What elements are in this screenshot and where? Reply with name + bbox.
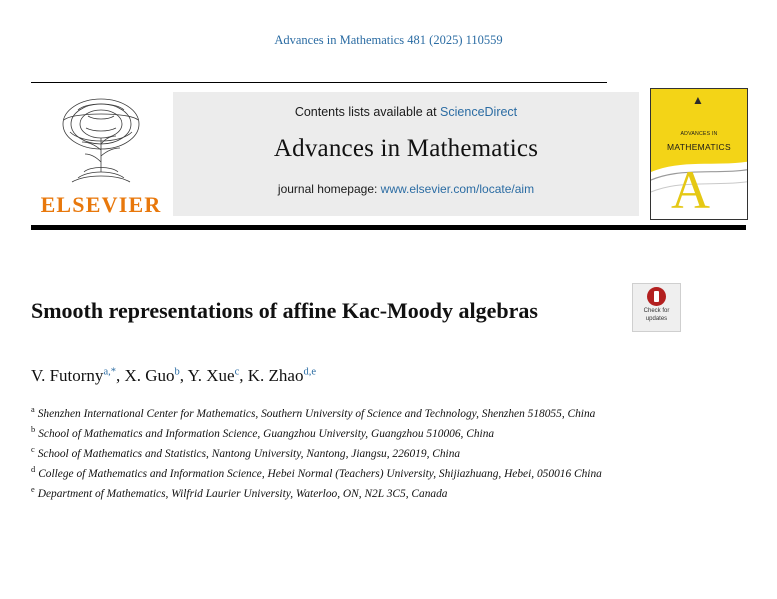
crossmark-line1: Check for	[643, 308, 670, 314]
affiliation-text: School of Mathematics and Information Science, Guangzhou University, Guangzhou 510006, China	[38, 427, 495, 440]
affiliation-mark: d	[31, 465, 36, 474]
author-list: V. Futorny$^{a,*}$, X. Guo$^b$, Y. Xue$^c$, K. Zhao$^{d,e}$	[31, 366, 317, 385]
journal-cover-thumbnail	[650, 88, 748, 220]
author-marks: a,*	[103, 366, 116, 378]
author-marks: c	[234, 366, 240, 378]
affiliation-text: School of Mathematics and Statistics, Nantong University, Nantong, Jiangsu, 226019, China	[37, 447, 461, 460]
cover-label	[651, 129, 747, 153]
affiliation-item	[31, 422, 606, 442]
contents-prefix: Contents lists available at	[294, 105, 441, 119]
running-head: Advances in Mathematics 481 (2025) 110559	[274, 33, 503, 47]
cover-emblem-icon: ▲	[692, 93, 704, 107]
author-name: Y. Xue	[187, 366, 235, 385]
affiliation-mark: c	[31, 445, 35, 454]
author-name: X. Guo	[124, 366, 175, 385]
author-marks: b	[174, 366, 180, 378]
homepage-line	[173, 182, 639, 196]
crossmark-line2: updates	[645, 315, 668, 322]
elsevier-tree-icon	[48, 94, 154, 190]
masthead-top-rule	[31, 82, 607, 83]
crossmark-icon	[647, 287, 666, 306]
author-marks: d,e	[303, 366, 317, 378]
elsevier-wordmark: ELSEVIER	[40, 192, 162, 217]
author-name: K. Zhao	[247, 366, 304, 385]
affiliation-item	[31, 442, 606, 462]
affiliation-text: Shenzhen International Center for Mathematics, Southern University of Science and Technology, Shenzhen 518055, China	[37, 407, 596, 420]
affiliation-item	[31, 402, 606, 422]
homepage-prefix: journal homepage:	[277, 182, 381, 196]
journal-title: Advances in Mathematics	[273, 135, 539, 162]
article-title: Smooth representations of affine Kac-Moody algebras	[31, 297, 538, 323]
sciencedirect-link[interactable]: ScienceDirect	[440, 105, 518, 119]
contents-line	[173, 105, 639, 119]
affiliation-item	[31, 482, 606, 502]
author-name: V. Futorny	[31, 366, 104, 385]
affiliation-text: Department of Mathematics, Wilfrid Laurier University, Waterloo, ON, N2L 3C5, Canada	[37, 487, 448, 500]
affiliation-list	[31, 402, 606, 502]
cover-title-label: MATHEMATICS	[667, 142, 731, 152]
crossmark-badge[interactable]	[632, 283, 681, 332]
affiliation-mark: a	[31, 405, 35, 414]
affiliation-mark: e	[31, 485, 35, 494]
elsevier-logo	[31, 90, 171, 218]
crossmark-text	[633, 308, 680, 323]
cover-series-label: ADVANCES IN	[680, 131, 718, 137]
affiliation-text: College of Mathematics and Information Science, Hebei Normal (Teachers) University, Shijiazhuang, Hebei, 050016 China	[38, 467, 602, 480]
masthead-bottom-rule	[31, 225, 746, 230]
affiliation-mark: b	[31, 425, 36, 434]
journal-masthead	[31, 82, 746, 230]
journal-band	[173, 92, 639, 216]
cover-letter-a: A	[671, 160, 710, 220]
affiliation-item	[31, 462, 606, 482]
journal-homepage-link[interactable]: www.elsevier.com/locate/aim	[380, 182, 535, 196]
